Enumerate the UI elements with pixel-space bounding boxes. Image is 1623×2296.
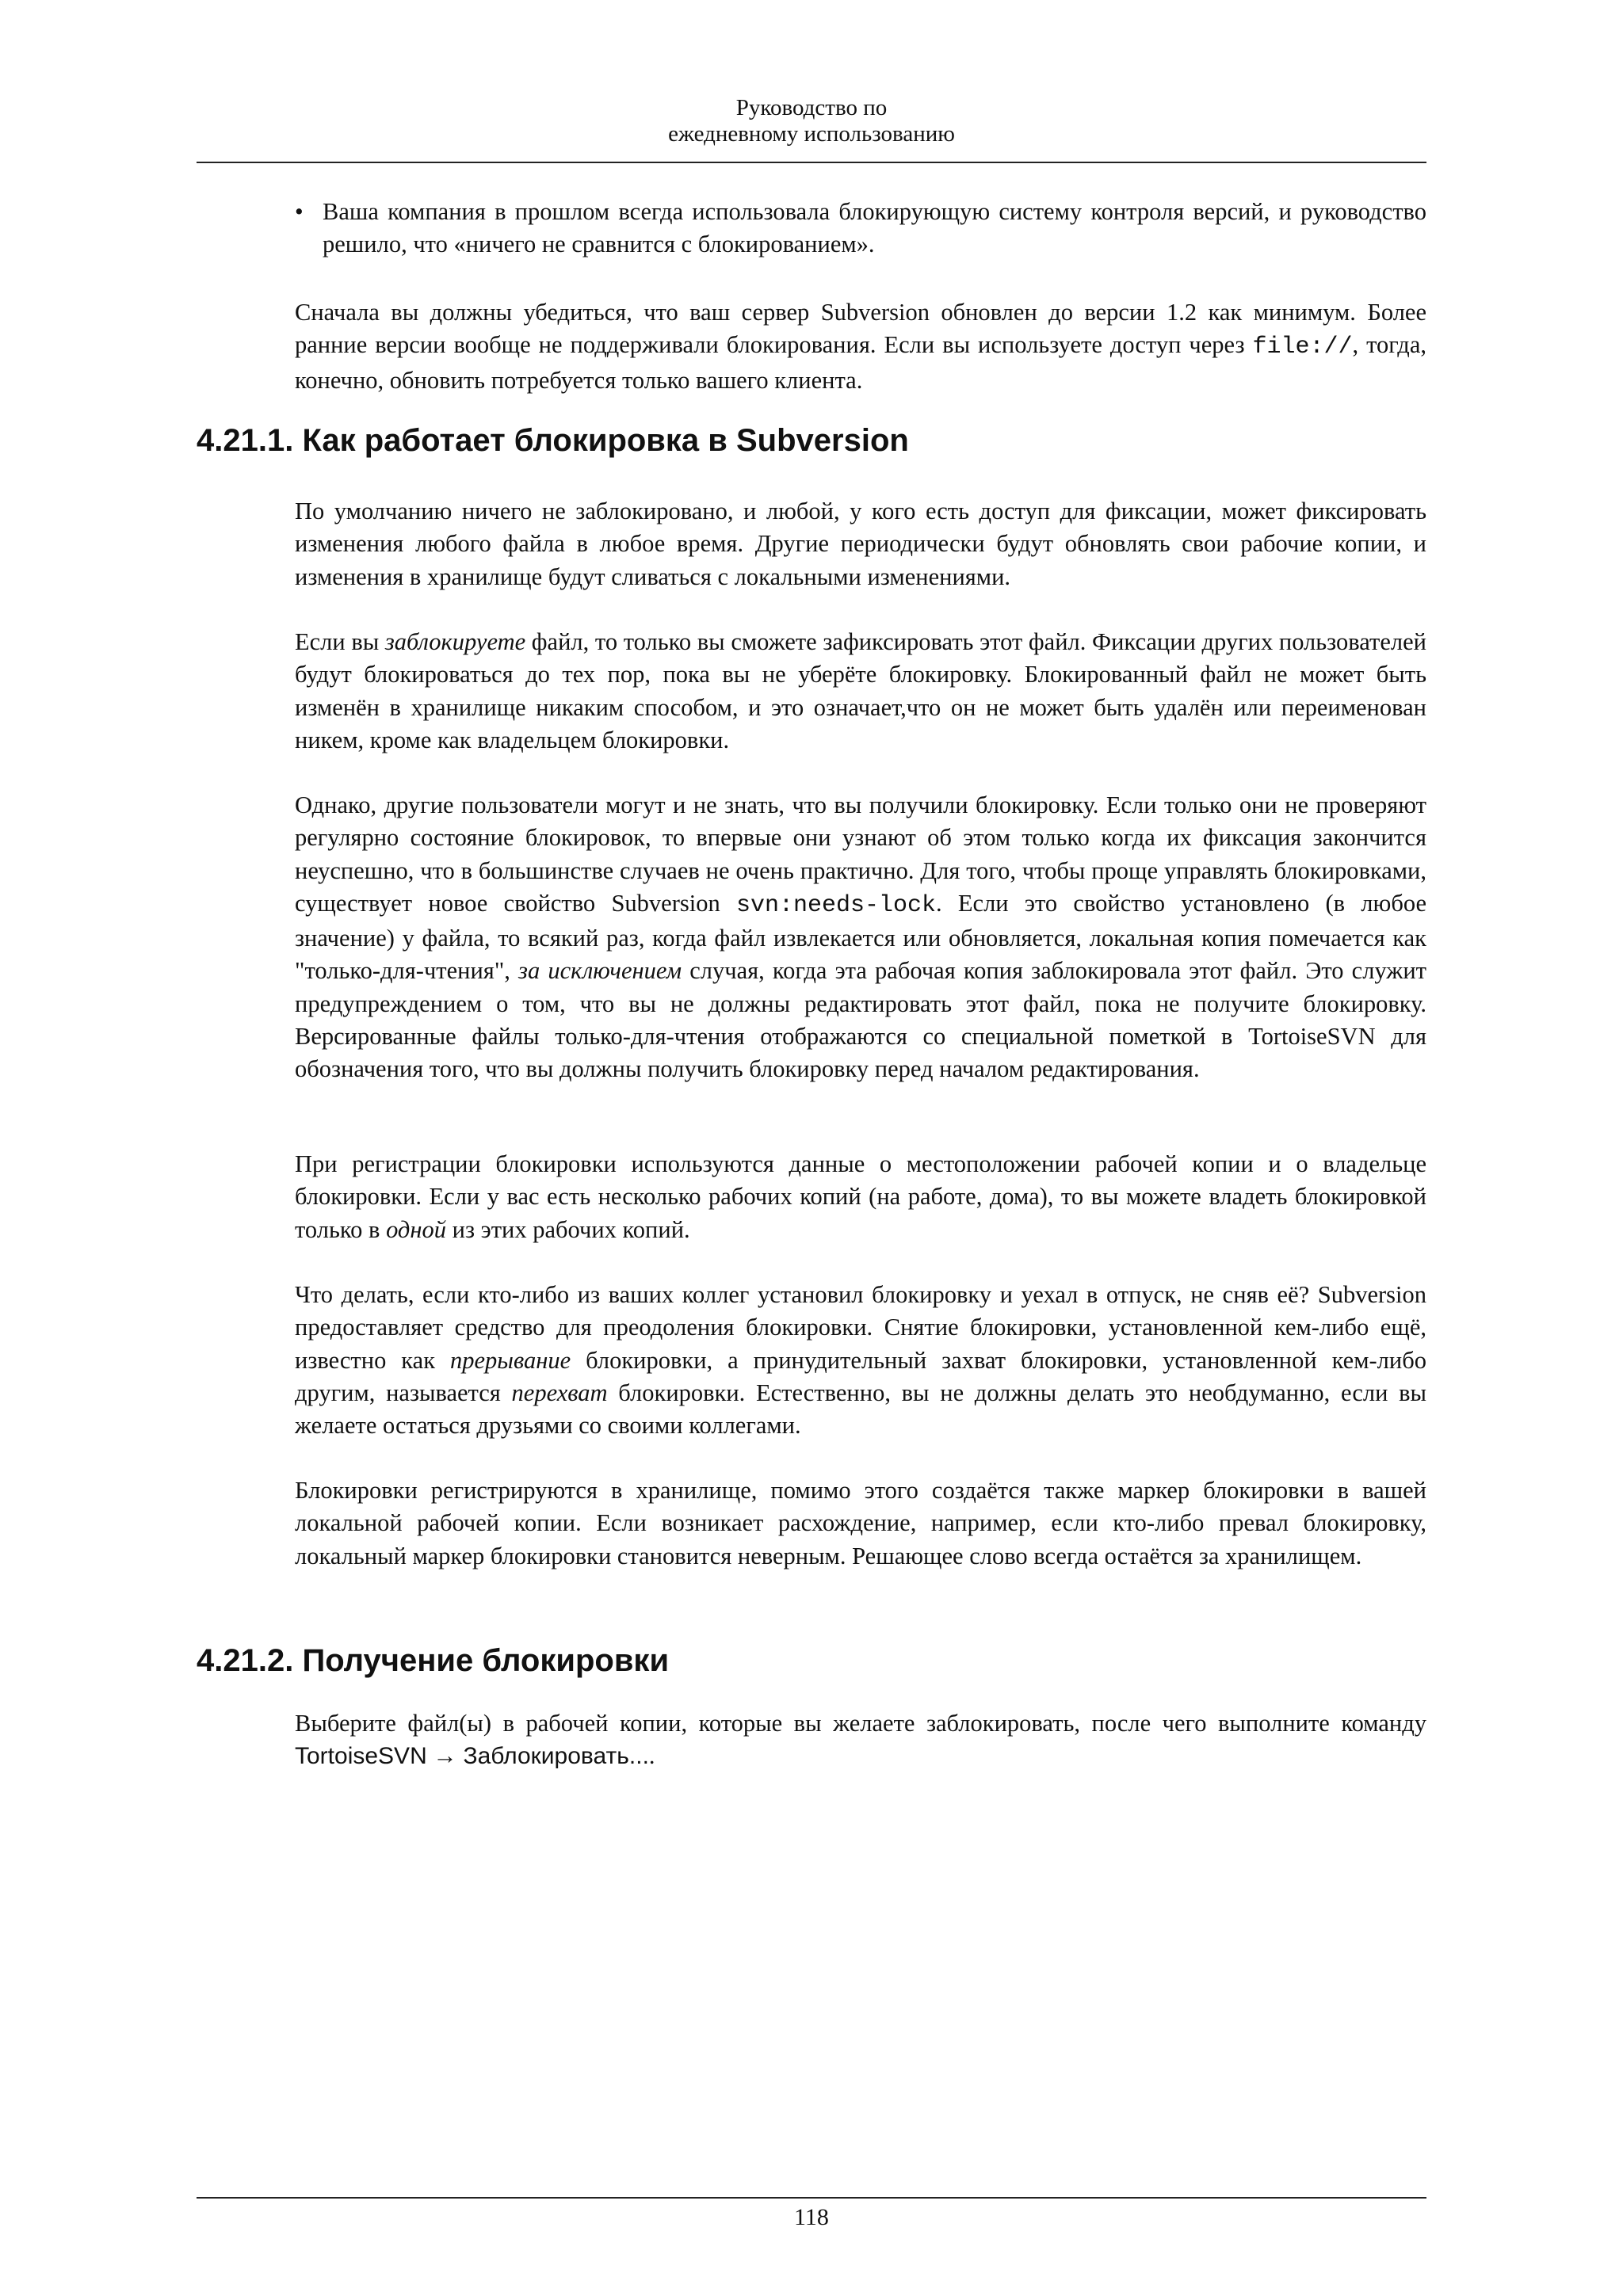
p4-emphasis: одной (386, 1215, 446, 1243)
p5-emphasis-1: прерывание (450, 1346, 571, 1374)
p3-emphasis: за исключением (518, 957, 682, 985)
p3-text-1: Однако, другие пользователи могут и не знать, что вы получили блокировку. Если только они не проверяют регулярно состояние блокировок, то впервые они узнают об этом только когда их фиксация закончится неуспешно, что в большинстве случаев не очень практично. Для того, чтобы проще управлять блокировками, существует новое свойство Subversion (295, 791, 1426, 917)
p2-text-2: файл, то только вы сможете зафиксировать этот файл. Фиксации других пользователей будут блокироваться до тех пор, пока вы не уберёте блокировку. Блокированный файл не может быть изменён в хранилище никаким способом, и это означает,что он не может быть удалён или переименован никем, кроме как владельцем блокировки. (295, 628, 1426, 753)
s2-text-1: Выберите файл(ы) в рабочей копии, которые вы желаете заблокировать, после чего выполните команду (295, 1710, 1426, 1737)
menu-ref-lock: Заблокировать... (463, 1743, 649, 1770)
menu-arrow (427, 1742, 464, 1769)
section1-paragraph-5 (295, 1279, 1426, 1442)
section1-paragraph-6: Блокировки регистрируются в хранилище, помимо этого создаётся также маркер блокировки в вашей локальной рабочей копии. Если возникает расхождение, например, если кто-либо превал блокировку, локальный маркер блокировки становится неверным. Решающее слово всегда остаётся за хранилищем. (295, 1477, 1426, 1569)
p4-text-1: При регистрации блокировки используются данные о местоположении рабочей копии и о владельце блокировки. Если у вас есть несколько рабочих копий (на работе, дома), то вы можете владеть блокировкой только в (295, 1150, 1426, 1243)
s2-text-2: . (648, 1742, 655, 1770)
intro-paragraph (295, 296, 1426, 397)
menu-ref-tortoisesvn: TortoiseSVN (295, 1743, 427, 1770)
section1-paragraph-4 (295, 1148, 1426, 1246)
header-line-2: ежедневному использованию (668, 121, 955, 147)
p2-emphasis: заблокируете (384, 628, 526, 655)
p4-text-2: из этих рабочих копий. (446, 1215, 690, 1243)
p3-text-3: случая, когда эта рабочая копия заблокировала этот файл. Это служит предупреждением о том, что вы не должны редактировать этот файл, пока не получите блокировку. Версированные файлы только-для-чтения отображаются со специальной пометкой в TortoiseSVN для обозначения того, что вы должны получить блокировку перед началом редактирования. (295, 957, 1426, 1083)
page-number: 118 (794, 2204, 829, 2230)
p5-emphasis-2: перехват (511, 1379, 608, 1406)
page-header (197, 95, 1426, 147)
bullet-mark: • (295, 198, 304, 225)
bullet-item (295, 196, 1426, 261)
footer-divider (197, 2197, 1426, 2199)
p5-text-3: блокировки. Естественно, вы не должны делать это необдуманно, если вы желаете остаться друзьями со своими коллегами. (295, 1379, 1426, 1440)
section2-paragraph-1 (295, 1707, 1426, 1773)
intro-text-1: Сначала вы должны убедиться, что ваш сервер Subversion обновлен до версии 1.2 как минимум. Более ранние версии вообще не поддерживали блокирования. Если вы используете доступ через (295, 299, 1426, 359)
p3-text-2: . Если это свойство установлено (в любое значение) у файла, то всякий раз, когда файл извлекается или обновляется, локальная копия помечается как "только-для-чтения", (295, 889, 1426, 985)
code-needs-lock: svn:needs-lock (735, 891, 937, 919)
section1-paragraph-3 (295, 789, 1426, 1086)
section1-paragraph-2 (295, 626, 1426, 757)
p2-text-1: Если вы (295, 628, 385, 655)
code-file-url: file:// (1252, 334, 1353, 361)
bullet-text: Ваша компания в прошлом всегда использовала блокирующую систему контроля версий, и руководство решило, что «ничего не сравнится с блокированием». (323, 198, 1426, 258)
section-heading-getting-lock: 4.21.2. Получение блокировки (197, 1643, 670, 1678)
p5-text-1: Что делать, если кто-либо из ваших коллег установил блокировку и уехал в отпуск, не сняв её? Subversion предоставляет средство для преодоления блокировки. Снятие блокировки, установленной кем-либо ещё, известно как (295, 1281, 1426, 1374)
header-divider (197, 162, 1426, 163)
section-heading-how-locking-works: 4.21.1. Как работает блокировка в Subversion (197, 423, 909, 458)
p5-text-2: блокировки, а принудительный захват блокировки, установленной кем-либо другим, называется (295, 1346, 1426, 1406)
header-line-1: Руководство по (735, 95, 888, 120)
arrow-icon: → (433, 1742, 457, 1770)
section1-paragraph-1: По умолчанию ничего не заблокировано, и любой, у кого есть доступ для фиксации, может фиксировать изменения любого файла в любое время. Другие периодически будут обновлять свои рабочие копии, и изменения в хранилище будут сливаться с локальными изменениями. (295, 498, 1426, 590)
intro-text-2: , тогда, конечно, обновить потребуется только вашего клиента. (295, 331, 1426, 394)
